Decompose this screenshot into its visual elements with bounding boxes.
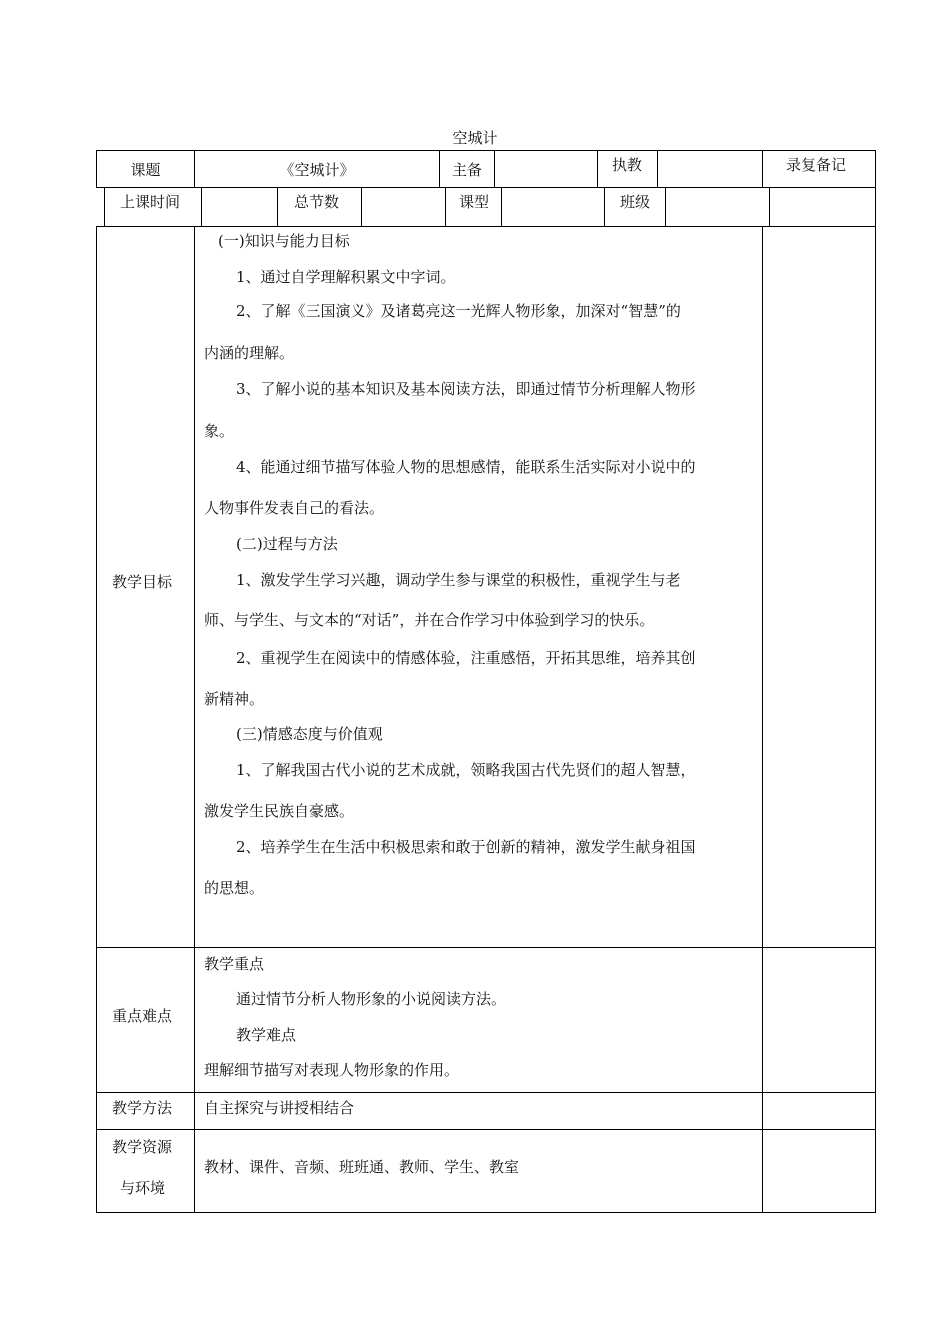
document-title: 空城计 <box>452 129 498 147</box>
total-sessions-label: 总节数 <box>294 193 340 211</box>
objectives-line: 师、与学生、与文本的“对话”，并在合作学习中体验到学习的快乐。 <box>204 611 655 629</box>
objectives-heading-1: (一)知识与能力目标 <box>218 232 350 250</box>
topic-label: 课题 <box>130 160 161 179</box>
objectives-line: 的思想。 <box>204 879 265 897</box>
resources-label-line1: 教学资源 <box>112 1138 173 1156</box>
objectives-line: 象。 <box>204 422 235 440</box>
teacher-value <box>658 151 762 187</box>
lesson-type-value <box>502 188 604 226</box>
class-label: 班级 <box>620 193 651 211</box>
class-time-value <box>202 188 277 226</box>
objectives-line: 内涵的理解。 <box>204 344 295 362</box>
objectives-line: 人物事件发表自己的看法。 <box>204 499 385 517</box>
objectives-line: 2、了解《三国演义》及诸葛亮这一光辉人物形象，加深对“智慧”的 <box>236 302 681 320</box>
objectives-line: 4、能通过细节描写体验人物的思想感情，能联系生活实际对小说中的 <box>236 458 696 476</box>
lead-preparer-label: 主备 <box>451 160 482 179</box>
objectives-heading-3: (三)情感态度与价值观 <box>236 725 383 743</box>
objectives-line: 1、了解我国古代小说的艺术成就，领略我国古代先贤们的超人智慧， <box>236 761 696 779</box>
key-point-text: 通过情节分析人物形象的小说阅读方法。 <box>236 990 507 1008</box>
key-point-heading: 教学重点 <box>204 955 265 973</box>
difficulty-text: 理解细节描写对表现人物形象的作用。 <box>204 1061 460 1079</box>
key-points-label: 重点难点 <box>112 1007 173 1025</box>
objectives-line: 2、重视学生在阅读中的情感体验，注重感悟，开拓其思维，培养其创 <box>236 649 696 667</box>
class-value <box>666 188 769 226</box>
topic-value: 《空城计》 <box>279 160 355 179</box>
resources-label-line2: 与环境 <box>120 1179 166 1197</box>
method-label: 教学方法 <box>112 1099 173 1117</box>
objectives-line: 1、通过自学理解积累文中字词。 <box>236 268 456 286</box>
method-value: 自主探究与讲授相结合 <box>204 1099 355 1117</box>
objectives-line: 新精神。 <box>204 690 265 708</box>
objectives-line: 1、激发学生学习兴趣，调动学生参与课堂的积极性，重视学生与老 <box>236 571 681 589</box>
difficulty-heading: 教学难点 <box>236 1026 297 1044</box>
objectives-line: 3、了解小说的基本知识及基本阅读方法，即通过情节分析理解人物形 <box>236 380 696 398</box>
class-time-label: 上课时间 <box>120 193 181 211</box>
lead-preparer-value <box>495 151 597 187</box>
objectives-line: 激发学生民族自豪感。 <box>204 802 355 820</box>
resources-value: 教材、课件、音频、班班通、教师、学生、教室 <box>204 1158 520 1176</box>
objectives-heading-2: (二)过程与方法 <box>236 535 338 553</box>
lesson-type-label: 课型 <box>459 193 490 211</box>
total-sessions-value <box>362 188 445 226</box>
objectives-line: 2、培养学生在生活中积极思索和敢于创新的精神，激发学生献身祖国 <box>236 838 696 856</box>
review-notes-label: 录复备记 <box>786 156 847 174</box>
objectives-label: 教学目标 <box>112 573 173 591</box>
teacher-label: 执教 <box>612 156 643 174</box>
